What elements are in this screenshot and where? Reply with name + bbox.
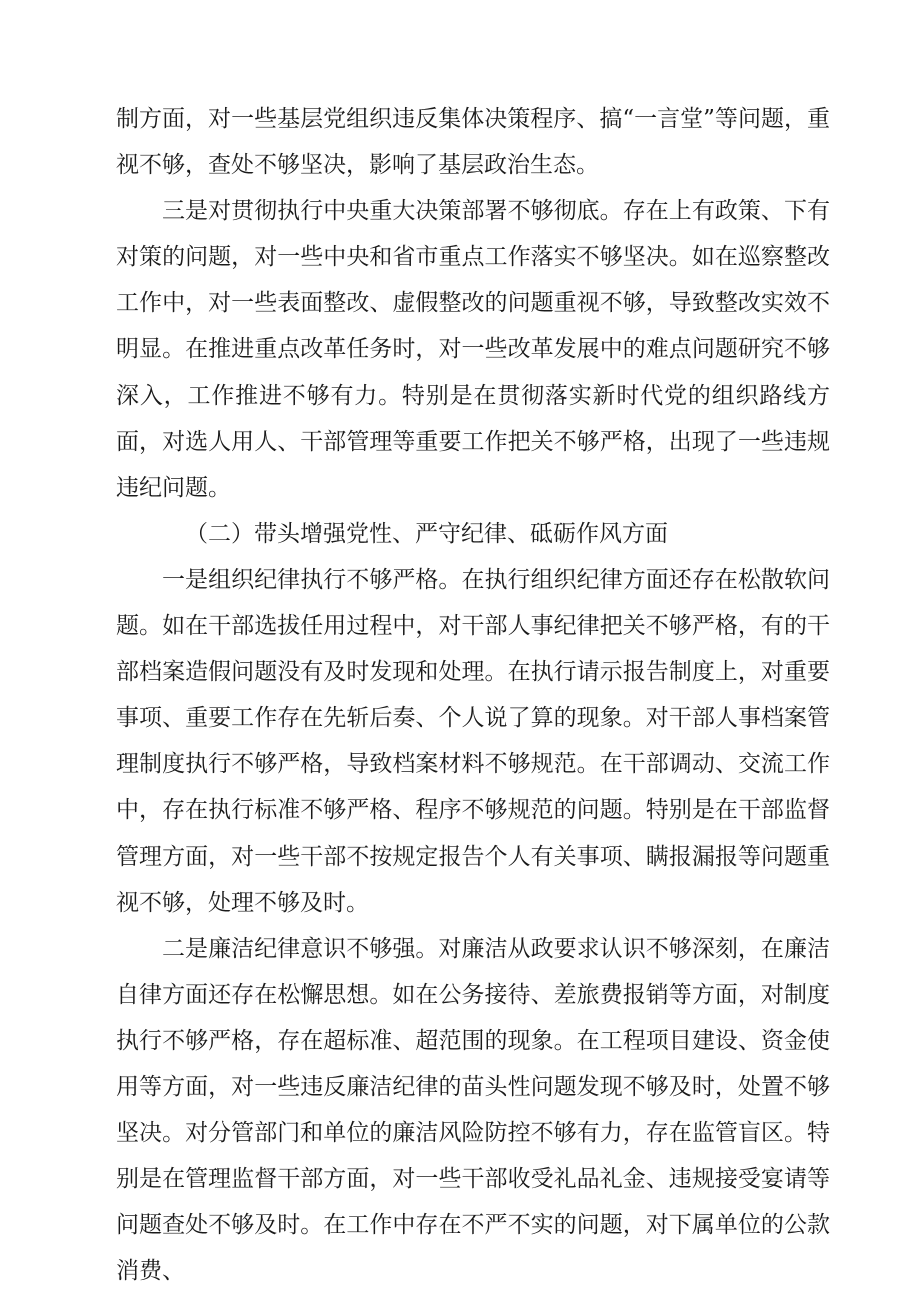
document-body xyxy=(116,96,830,1294)
paragraph-continued: 制方面，对一些基层党组织违反集体决策程序、搞“一言堂”等问题，重视不够，查处不够坚决，影响了基层政治生态。 xyxy=(116,106,830,179)
section-heading-two: （二）带头增强党性、严守纪律、砥砺作风方面 xyxy=(185,520,668,547)
paragraph-point-three: 三是对贯彻执行中央重大决策部署不够彻底。存在上有政策、下有对策的问题，对一些中央和省市重点工作落实不够坚决。如在巡察整改工作中，对一些表面整改、虚假整改的问题重视不够，导致整改实效不明显。在推进重点改革任务时，对一些改革发展中的难点问题研究不够深入，工作推进不够有力。特别是在贯彻落实新时代党的组织路线方面，对选人用人、干部管理等重要工作把关不够严格，出现了一些违规违纪问题。 xyxy=(116,198,830,501)
paragraph-organizational-discipline: 一是组织纪律执行不够严格。在执行组织纪律方面还存在松散软问题。如在干部选拔任用过程中，对干部人事纪律把关不够严格，有的干部档案造假问题没有及时发现和处理。在执行请示报告制度上，对重要事项、重要工作存在先斩后奏、个人说了算的现象。对干部人事档案管理制度执行不够严格，导致档案材料不够规范。在干部调动、交流工作中，存在执行标准不够严格、程序不够规范的问题。特别是在干部监督管理方面，对一些干部不按规定报告个人有关事项、瞒报漏报等问题重视不够，处理不够及时。 xyxy=(116,566,830,916)
paragraph-integrity-discipline: 二是廉洁纪律意识不够强。对廉洁从政要求认识不够深刻，在廉洁自律方面还存在松懈思想。如在公务接待、差旅费报销等方面，对制度执行不够严格，存在超标准、超范围的现象。在工程项目建设、资金使用等方面，对一些违反廉洁纪律的苗头性问题发现不够及时，处置不够坚决。对分管部门和单位的廉洁风险防控不够有力，存在监管盲区。特别是在管理监督干部方面，对一些干部收受礼品礼金、违规接受宴请等问题查处不够及时。在工作中存在不严不实的问题，对下属单位的公款消费、 xyxy=(116,935,830,1285)
